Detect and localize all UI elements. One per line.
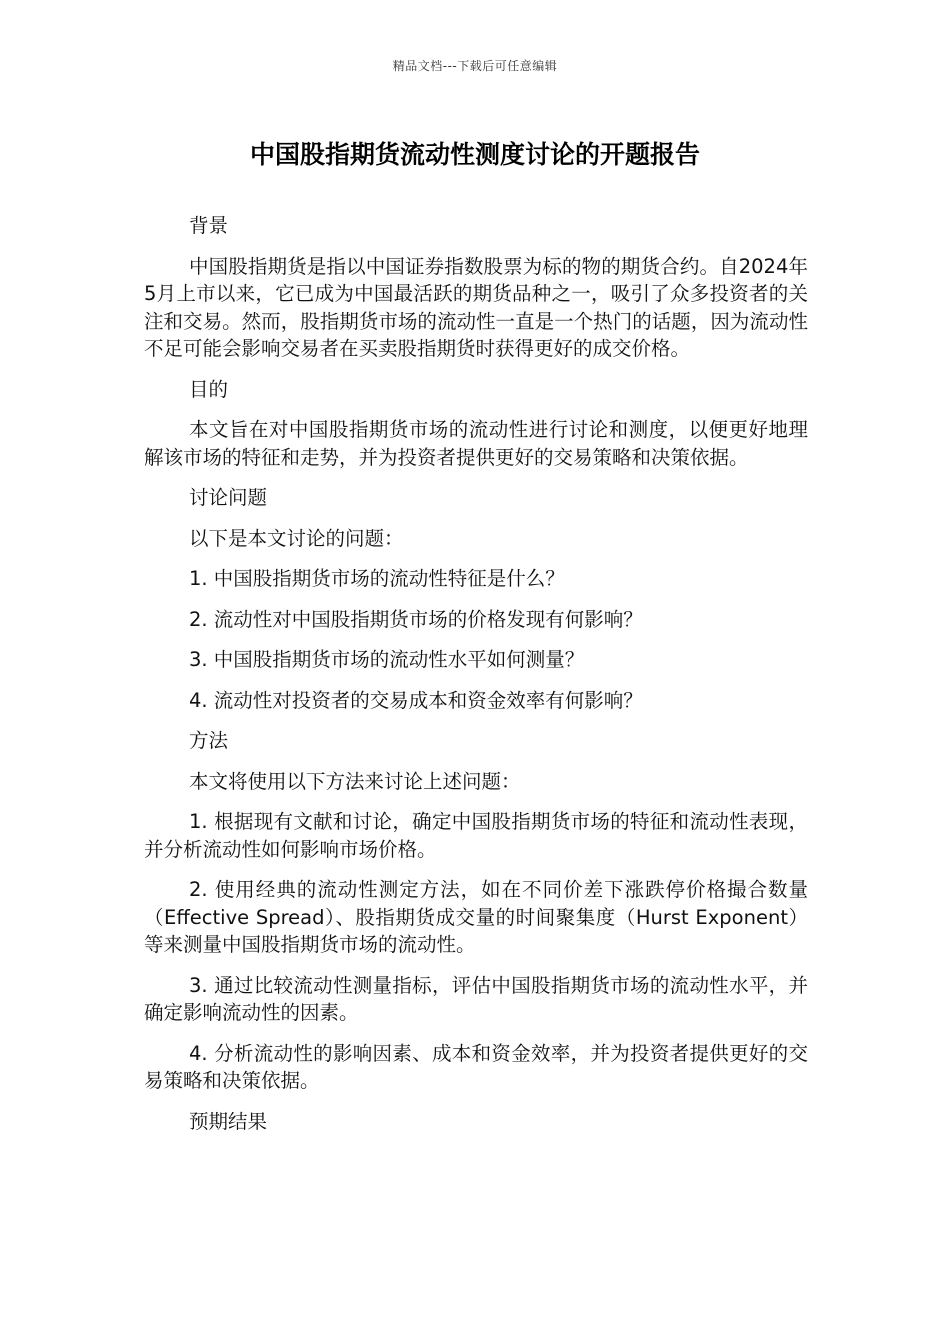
body-paragraph: 以下是本文讨论的问题： (189, 526, 404, 550)
list-item: 3. 中国股指期货市场的流动性水平如何测量？ (189, 648, 585, 671)
list-item: 1. 中国股指期货市场的流动性特征是什么？ (189, 567, 565, 590)
section-heading-purpose: 目的 (189, 377, 229, 401)
list-item: 1. 根据现有文献和讨论，确定中国股指期货市场的特征和流动性表现，并分析流动性如何影响市场价格。 (144, 810, 808, 861)
body-paragraph: 本文旨在对中国股指期货市场的流动性进行讨论和测度，以便更好地理解该市场的特征和走势，并为投资者提供更好的交易策略和决策依据。 (144, 418, 808, 469)
list-item: 2. 使用经典的流动性测定方法，如在不同价差下涨跌停价格撮合数量（Effective Spread）、股指期货成交量的时间聚集度（Hurst Exponent）等来测量中国股指期货市场的流动性。 (144, 878, 808, 956)
section-heading-expected-results: 预期结果 (189, 1109, 268, 1133)
list-item: 2. 流动性对中国股指期货市场的价格发现有何影响？ (189, 607, 643, 631)
section-heading-method: 方法 (189, 729, 229, 752)
body-paragraph: 中国股指期货是指以中国证券指数股票为标的物的期货合约。自2024年5月上市以来，它已成为中国最活跃的期货品种之一，吸引了众多投资者的关注和交易。然而，股指期货市场的流动性一直是一个热门的话题，因为流动性不足可能会影响交易者在买卖股指期货时获得更好的成交价格。 (144, 254, 808, 360)
list-item: 4. 流动性对投资者的交易成本和资金效率有何影响？ (189, 688, 643, 712)
header-note: 精品文档---下载后可任意编辑 (392, 59, 558, 73)
document-title: 中国股指期货流动性测度讨论的开题报告 (249, 140, 700, 169)
section-heading-background: 背景 (189, 214, 229, 237)
list-item: 4. 分析流动性的影响因素、成本和资金效率，并为投资者提供更好的交易策略和决策依据。 (144, 1041, 808, 1092)
section-heading-questions: 讨论问题 (189, 486, 268, 509)
document-body (144, 212, 808, 1148)
body-paragraph: 本文将使用以下方法来讨论上述问题： (189, 769, 521, 793)
list-item: 3. 通过比较流动性测量指标，评估中国股指期货市场的流动性水平，并确定影响流动性的因素。 (144, 973, 808, 1024)
